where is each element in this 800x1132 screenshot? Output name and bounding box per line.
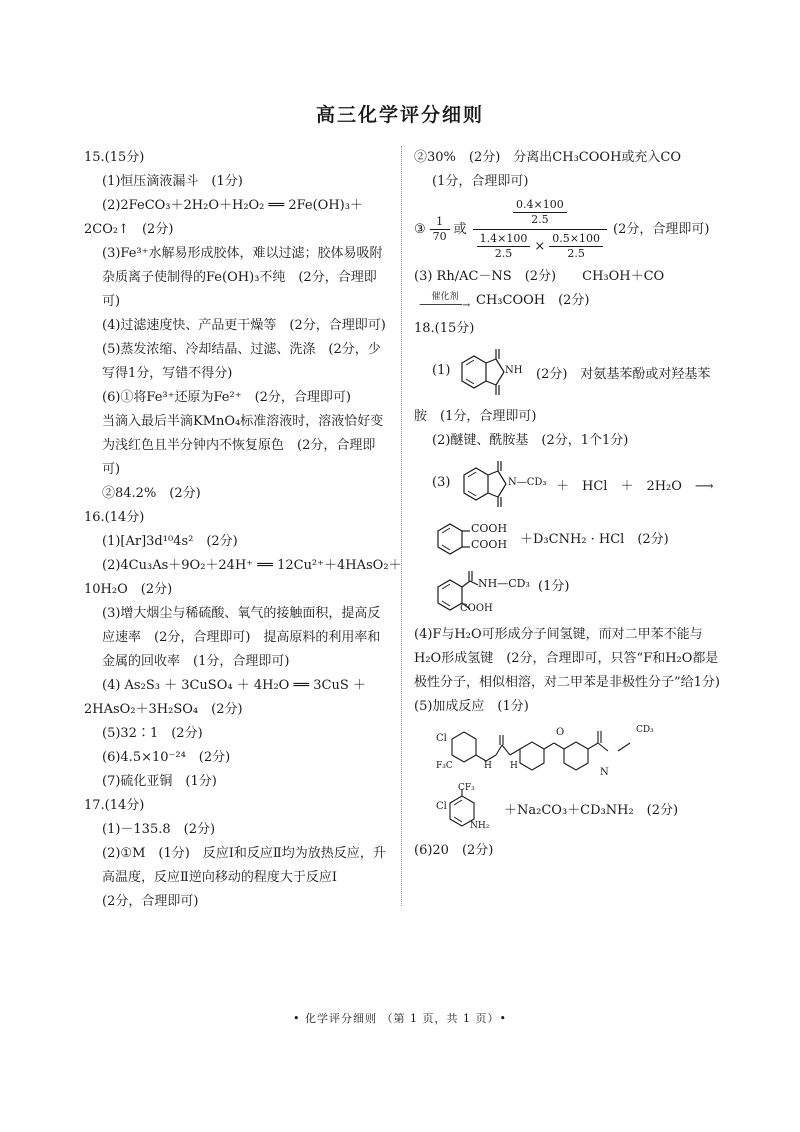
q17-a3-times: × bbox=[534, 239, 546, 254]
q16-answer-3: (3)增大烟尘与稀硫酸、氧气的接触面积，提高反应速率 (2分，合理即可) 提高原料的利用率和金属的回收率 (1分，合理即可) bbox=[102, 606, 381, 669]
q18-answer-4: (4)F与H₂O可形成分子间氢键，而对二甲苯不能与H₂O形成氢键 (2分，合理即可，只答“F和H₂O都是极性分子，相似相溶，对二甲苯是非极性分子”给1分) bbox=[414, 627, 720, 690]
q15-answer-5: (5)蒸发浓缩、冷却结晶、过滤、洗涤 (2分，少写得1分，写错不得分) bbox=[102, 342, 381, 381]
q17-answer-2-tail: (2分，合理即可) bbox=[102, 894, 199, 909]
q18-a5-cl-label: Cl bbox=[436, 733, 447, 744]
q18-answer-5: (5)加成反应 (1分) bbox=[414, 699, 529, 714]
q15-answer-6-2: 当滴入最后半滴KMnO₄标准溶液时，溶液恰好变为浅红色且半分钟内不恢复原色 (2分，合理即可) bbox=[102, 414, 384, 477]
q17-a3-big-fraction bbox=[473, 198, 607, 261]
q18-answer-5-product bbox=[414, 719, 720, 783]
q17-a3-frac-num: 1 bbox=[436, 215, 444, 228]
page-title: 高三化学评分细则 bbox=[315, 104, 484, 126]
q17-a3-prefix: ③ bbox=[414, 222, 426, 237]
q18-a3-prefix: (3) bbox=[432, 475, 451, 490]
q17-answer-3 bbox=[414, 194, 720, 261]
catalyst-arrow: 催化剂 ───────→ bbox=[414, 292, 476, 310]
q17-answer-2-2-line1: ②30% (2分) 分离出CH₃COOH或充入CO bbox=[414, 150, 682, 165]
q18-a5-cd3-label: CD₃ bbox=[636, 725, 654, 735]
q15-answer-2-line2: 2CO₂↑ (2分) bbox=[84, 222, 174, 237]
q18-a3-score-2: (1分) bbox=[538, 579, 570, 594]
q18-answer-3-products bbox=[414, 517, 720, 563]
q18-answer-6: (6)20 (2分) bbox=[414, 843, 494, 858]
q18-answer-2: (2)醚键、酰胺基 (2分，1个1分) bbox=[432, 433, 629, 448]
q17-a3-top-num: 0.4×100 bbox=[515, 198, 564, 211]
q17-answer-1: (1)－135.8 (2分) bbox=[102, 822, 216, 837]
q16-answer-2-line2: 10H₂O (2分) bbox=[84, 582, 173, 597]
q18-a3-n-cd3-label: N—CD₃ bbox=[508, 477, 547, 488]
q18-a5-products: ＋Na₂CO₃＋CD₃NH₂ (2分) bbox=[504, 803, 679, 818]
phthalic-acid-structure bbox=[432, 521, 472, 561]
q16-answer-4-line1: (4) As₂S₃ ＋ 3CuSO₄ ＋ 4H₂O ══ 3CuS ＋ bbox=[102, 678, 366, 693]
q18-a5-n-label: N bbox=[600, 767, 609, 778]
q17-answer-2-2-line2: (1分，合理即可) bbox=[432, 174, 529, 189]
q18-answer-3-reaction bbox=[414, 453, 720, 517]
q16-answer-4-line2: 2HAsO₂＋3H₂SO₄ (2分) bbox=[84, 702, 243, 717]
q17-a3-b2-den: 2.5 bbox=[549, 246, 603, 261]
q18-answer-3-byproduct bbox=[414, 563, 720, 623]
q15-answer-2-line1: (2)2FeCO₃＋2H₂O＋H₂O₂ ══ 2Fe(OH)₃＋ bbox=[102, 198, 363, 213]
q17-answer-4-line1: (3) Rh/AC－NS (2分) CH₃OH＋CO bbox=[414, 269, 665, 284]
q17-a3-top-den: 2.5 bbox=[513, 212, 567, 227]
q17-answer-2: (2)①M (1分) 反应Ⅰ和反应Ⅱ均为放热反应，升高温度，反应Ⅱ逆向移动的程度大于反应Ⅰ bbox=[102, 846, 386, 885]
q16-answer-5: (5)32∶1 (2分) bbox=[102, 726, 203, 741]
q17-a3-or: 或 bbox=[453, 222, 467, 237]
q18-a5-h1-label: H bbox=[484, 761, 492, 771]
q18-a5-cf3-label: CF₃ bbox=[458, 783, 475, 793]
q15-answer-6-1: (6)①将Fe³⁺还原为Fe²⁺ (2分，合理即可) bbox=[102, 390, 351, 405]
q16-answer-2-line1: (2)4Cu₃As＋9O₂＋24H⁺ ══ 12Cu²⁺＋4HAsO₂＋ bbox=[102, 558, 402, 573]
q17-a3-b1-num: 1.4×100 bbox=[479, 232, 528, 245]
q17-answer-4-line2 bbox=[414, 289, 720, 313]
q18-answer-5-byproducts bbox=[414, 783, 720, 839]
page-footer: • 化学评分细则 （第 1 页，共 1 页）• bbox=[293, 1012, 507, 1025]
q18-answer-1 bbox=[414, 341, 720, 405]
q18-a5-f3c-label: F₃C bbox=[436, 761, 453, 771]
catalyst-label: 催化剂 bbox=[431, 291, 459, 302]
q18-a3-cooh-2: COOH bbox=[471, 538, 508, 551]
q16-answer-7: (7)硫化亚铜 (1分) bbox=[102, 774, 217, 789]
q15-heading: 15.(15分) bbox=[84, 150, 145, 165]
q15-answer-6-3: ②84.2% (2分) bbox=[102, 486, 201, 501]
q18-a3-cooh-1: COOH bbox=[471, 522, 508, 535]
q18-a5-nh2-label: NH₂ bbox=[470, 821, 490, 831]
q17-heading: 17.(14分) bbox=[84, 798, 145, 813]
q16-heading: 16.(14分) bbox=[84, 510, 145, 525]
q15-answer-4: (4)过滤速度快、产品更干燥等 (2分，合理即可) bbox=[102, 318, 386, 333]
q18-heading: 18.(15分) bbox=[414, 321, 475, 336]
q17-a3-score: (2分，合理即可) bbox=[613, 222, 710, 237]
q16-answer-1: (1)[Ar]3d¹⁰4s² (2分) bbox=[102, 534, 238, 549]
q18-a3-cooh-3: COOH bbox=[460, 603, 493, 614]
q17-a3-fraction bbox=[430, 215, 450, 244]
q18-a3-product-line: ＋D₃CNH₂ · HCl (2分) bbox=[520, 532, 669, 547]
q18-a1-text: (2分) 对氨基苯酚或对羟基苯 bbox=[536, 367, 711, 382]
q15-answer-1: (1)恒压滴液漏斗 (1分) bbox=[102, 174, 243, 189]
q17-a3-b2-num: 0.5×100 bbox=[552, 232, 601, 245]
q18-a1-nh-label: NH bbox=[505, 365, 523, 376]
q18-answer-1-tail: 胺 (1分，合理即可) bbox=[414, 409, 537, 424]
q18-a5-cl2-label: Cl bbox=[436, 801, 447, 812]
q18-a5-h2-label: H bbox=[510, 761, 518, 771]
column-divider bbox=[401, 146, 402, 906]
sorafenib-analog-structure bbox=[436, 723, 716, 781]
right-column bbox=[414, 146, 720, 863]
q18-a3-reactants: ＋ HCl ＋ 2H₂O ⟶ bbox=[556, 479, 714, 494]
q18-a5-o-label: O bbox=[556, 727, 565, 738]
q17-a3-b1-den: 2.5 bbox=[477, 246, 531, 261]
q17-a4-product: CH₃COOH (2分) bbox=[476, 293, 590, 308]
q17-a3-frac-den: 70 bbox=[430, 229, 450, 244]
q18-a3-nh-cd3-label: NH—CD₃ bbox=[478, 577, 530, 590]
left-column bbox=[84, 146, 402, 914]
q18-a1-prefix: (1) bbox=[432, 363, 451, 378]
q16-answer-6: (6)4.5×10⁻²⁴ (2分) bbox=[102, 750, 231, 765]
q15-answer-3: (3)Fe³⁺水解易形成胶体，难以过滤；胶体易吸附杂质离子使制得的Fe(OH)₃不纯 (2分，合理即可) bbox=[102, 246, 383, 309]
